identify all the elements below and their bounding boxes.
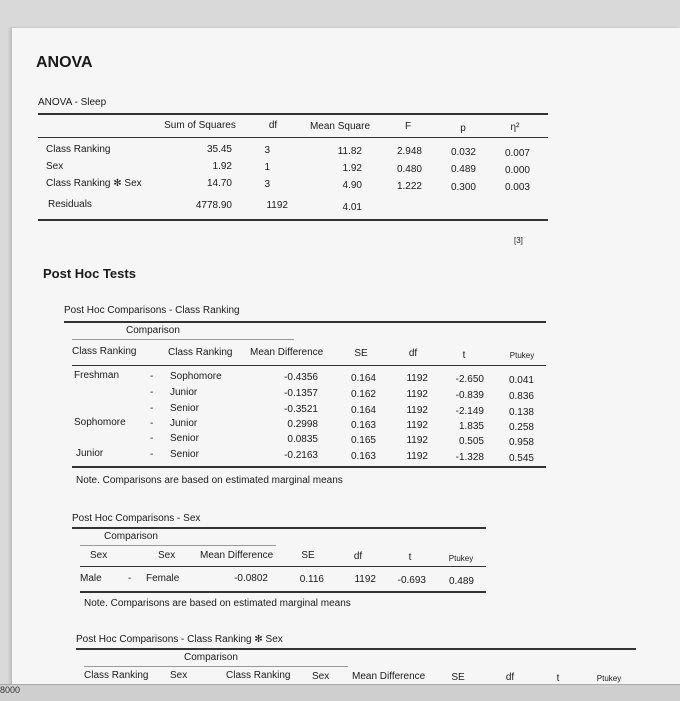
col-mean-difference: Mean Difference [352,671,426,682]
col-class-ranking-b: Class Ranking [168,347,233,358]
col-p: p [460,123,466,134]
posthoc-ranking-title: Post Hoc Comparisons - Class Ranking [64,305,240,316]
col-f: F [404,121,412,132]
posthoc-ranking-note: Note. Comparisons are based on estimated marginal means [76,475,343,486]
col-class-ranking-a: Class Ranking [72,346,137,357]
col-mean-difference: Mean Difference [200,550,274,561]
anova-table-title: ANOVA - Sleep [38,97,107,108]
col-class-ranking-a: Class Ranking [84,670,149,681]
col-df: df [268,120,278,131]
posthoc-sex-title: Post Hoc Comparisons - Sex [72,513,201,524]
col-eta-squared: η² [510,122,520,133]
col-sex-a: Sex [170,670,188,681]
posthoc-interaction-title: Post Hoc Comparisons - Class Ranking ✻ Sex [76,634,283,645]
posthoc-sex-note: Note. Comparisons are based on estimated marginal means [84,598,351,609]
bottom-edge-strip [0,684,680,701]
col-ptukey: Ptukey [596,674,622,683]
col-mean-difference: Mean Difference [250,347,324,358]
posthoc-heading: Post Hoc Tests [43,266,136,281]
col-df: df [408,348,418,359]
col-se: SE [451,672,465,683]
col-t: t [408,552,412,563]
posthoc-sex-comparison: Comparison [104,531,158,542]
posthoc-interaction-comparison: Comparison [184,652,238,663]
col-se: SE [301,550,315,561]
col-sum-of-squares: Sum of Squares [164,120,236,131]
col-class-ranking-b: Class Ranking [226,670,291,681]
posthoc-ranking-comparison: Comparison [126,325,180,336]
col-se: SE [354,348,368,359]
footnote-ref: [3] [514,236,523,245]
col-sex-a: Sex [90,550,108,561]
col-ptukey: Ptukey [448,554,474,563]
col-mean-square: Mean Square [309,121,371,132]
col-sex-b: Sex [312,671,330,682]
col-ptukey: Ptukey [509,351,535,360]
col-df: df [353,551,363,562]
col-t: t [462,350,466,361]
col-t: t [556,673,560,684]
anova-heading: ANOVA [36,54,93,71]
col-sex-b: Sex [158,550,176,561]
edge-text: 8000 [0,685,21,695]
col-df: df [505,672,515,683]
